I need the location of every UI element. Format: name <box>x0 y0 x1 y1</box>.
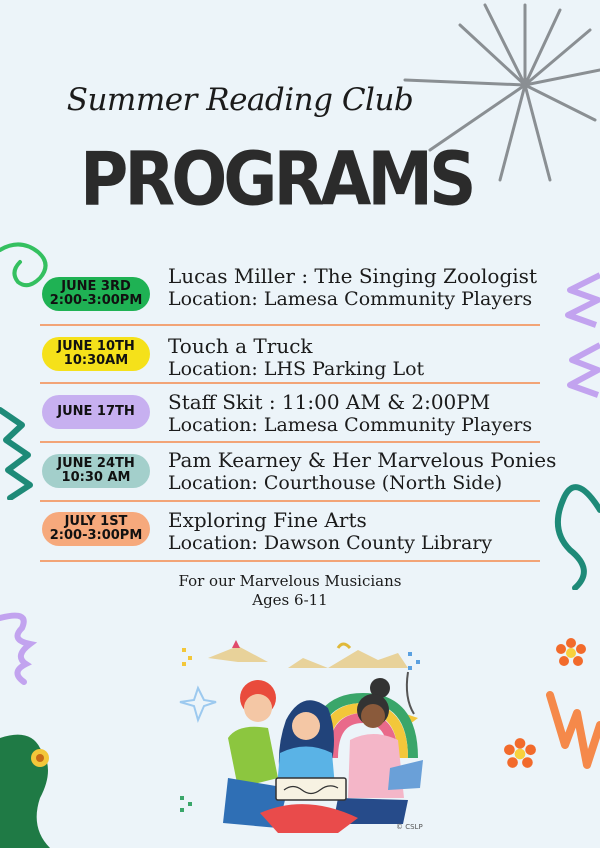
event-location: Location: Lamesa Community Players <box>168 288 533 310</box>
event-title: Staff Skit : 11:00 AM & 2:00PM <box>168 390 491 414</box>
ages-text: Ages 6-11 <box>252 591 328 609</box>
purple-scribble-left-decoration <box>0 610 40 690</box>
time-line: 2:00-3:00PM <box>49 528 143 543</box>
date-line: JULY 1ST <box>64 514 128 529</box>
event-item <box>40 264 540 320</box>
purple-scribble-right-decoration <box>560 270 600 400</box>
orange-flower-icon <box>555 637 587 669</box>
date-line: JUNE 17TH <box>57 404 135 419</box>
divider <box>40 441 540 443</box>
date-line: JUNE 3RD <box>61 279 131 294</box>
event-location: Location: Lamesa Community Players <box>168 414 533 436</box>
green-blob-decoration <box>0 728 60 848</box>
divider <box>40 382 540 384</box>
event-location: Location: Courthouse (North Side) <box>168 472 503 494</box>
date-badge <box>42 512 150 546</box>
orange-flower-icon <box>503 737 537 771</box>
date-line: JUNE 24TH <box>57 456 135 471</box>
date-badge <box>42 454 150 488</box>
event-title: Pam Kearney & Her Marvelous Ponies <box>168 448 557 472</box>
audience-text: For our Marvelous Musicians <box>178 572 402 590</box>
event-location: Location: LHS Parking Lot <box>168 358 425 380</box>
divider <box>40 560 540 562</box>
date-badge <box>42 395 150 429</box>
event-title: Exploring Fine Arts <box>168 508 367 532</box>
date-badge <box>42 277 150 311</box>
event-item <box>40 390 540 446</box>
children-reading-illustration <box>168 628 438 838</box>
teal-zigzag-decoration <box>0 400 40 500</box>
event-title: Touch a Truck <box>168 334 313 358</box>
date-badge <box>42 337 150 371</box>
illustration-credit: © CSLP <box>396 823 423 831</box>
subtitle: Summer Reading Club <box>66 82 414 118</box>
event-item <box>40 508 540 564</box>
event-title: Lucas Miller : The Singing Zoologist <box>168 264 537 288</box>
event-location: Location: Dawson County Library <box>168 532 493 554</box>
event-item <box>40 448 557 504</box>
time-line: 10:30 AM <box>61 470 131 485</box>
page-title: PROGRAMS <box>80 136 473 223</box>
teal-loop-decoration <box>545 470 600 590</box>
divider <box>40 324 540 326</box>
date-line: JUNE 10TH <box>57 339 135 354</box>
time-line: 2:00-3:00PM <box>49 293 143 308</box>
divider <box>40 500 540 502</box>
time-line: 10:30AM <box>63 353 129 368</box>
lightning-zigzag-decoration <box>545 685 600 785</box>
